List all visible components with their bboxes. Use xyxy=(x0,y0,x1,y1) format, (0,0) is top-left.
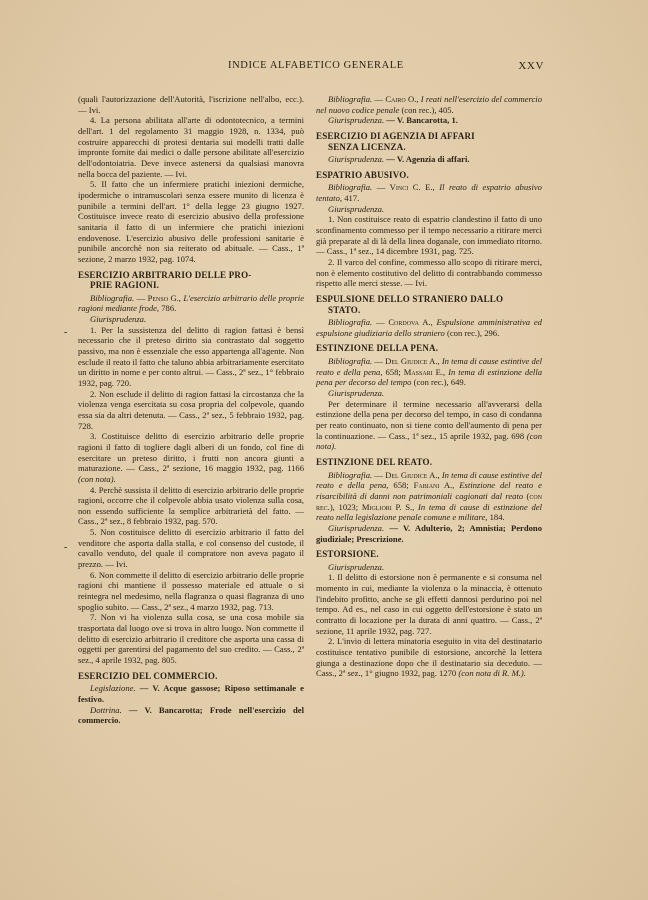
cross-reference: Legislazione. — V. Acque gassose; Riposo settimanale e festivo. xyxy=(78,683,304,704)
section-heading: ESPULSIONE DELLO STRANIERO DALLO STATO. xyxy=(316,293,504,315)
cross-reference: Dottrina. — V. Bancarotta; Frode nell'esercizio del commercio. xyxy=(78,704,304,726)
paragraph: 4. La persona abilitata all'arte di odontotecnico, a termini dell'art. 1 del regolamento 31 maggio 1928, n. 1334, può costruire apparecchi di protesi dentaria sui modelli tratti dalle impronte fornite dai medici o dalle persone abilitate all'esercizio dell'odontoiatria. Deve invece astenersi da qualsiasi manovra nella bocca del paziente. — Ivi. xyxy=(78,115,304,179)
paragraph: 2. L'invio di lettera minatoria eseguito in vita del destinatario costituisce tentativo punibile di estorsione, ancorchè la lettera giunga a destinazione dopo che il destinatario sia deceduto. — Cass., 2ª sez., 1° giugno 1932, pag. 1270 (con nota di R. M.). xyxy=(316,636,542,679)
right-column xyxy=(316,94,542,679)
paragraph: 1. Il delitto di estorsione non è permanente e si consuma nel momento in cui, mediante la violenza o la minaccia, è ottenuto l'indebito profitto, anche se gli effetti dannosi perdurino poi nel tempo. Ad es., nel caso in cui oggetto dell'estorsione è stato un contratto di locazione per la durata di anni quattro. — Cass., 2ª sezione, 11 aprile 1932, pag. 727. xyxy=(316,572,542,636)
paragraph: 1. Non costituisce reato di espatrio clandestino il fatto di uno sconfinamento commesso per il tempo necessario a ritirare merci già preparate al di là della linea doganale, con immediato ritorno. — Cass., 1ª sez., 14 dicembre 1931, pag. 725. xyxy=(316,214,542,257)
paragraph: 4. Perchè sussista il delitto di esercizio arbitrario delle proprie ragioni, occorre che il colpevole abbia usato violenza sulla cosa, non essendo sufficiente la semplice arbitrarietà del fatto. — Cass., 2ª sez., 8 febbraio 1932, pag. 570. xyxy=(78,484,304,527)
author: — Penso G., xyxy=(136,292,181,303)
page-header xyxy=(78,60,544,76)
cross-reference: Giurisprudenza. — V. Agenzia di affari. xyxy=(328,154,470,165)
paragraph: 7. Non vi ha violenza sulla cosa, se una cosa mobile sia trasportata dal luogo ove si trova in altro luogo. Non commette il delitto di esercizio arbitrario il creditore che asporta una cassa di oggetti per garentirsi del pagamento del suo credito. — Cass., 2ª sez., 4 aprile 1932, pag. 805. xyxy=(78,612,304,665)
section-heading: ESERCIZIO DEL COMMERCIO. xyxy=(78,670,218,681)
paragraph: Per determinare il termine necessario all'avverarsi della estinzione della pena per decorso del tempo, in caso di condanna per reato continuato, non si tiene conto dell'aumento di pena per la continuazione. — Cass., 1ª sez., 15 aprile 1932, pag. 698 (con nota). xyxy=(316,398,542,452)
paragraph: 6. Non commette il delitto di esercizio arbitrario delle proprie ragioni chi mantiene il possesso materiale ed attuale o si reintegra nel medesimo, nella flagranza o quasi flagranza di uno spoglio subito. — Cass., 2ª sez., 4 marzo 1932, pag. 713. xyxy=(78,569,304,612)
margin-mark: - xyxy=(64,542,68,553)
bibliography-entry: Bibliografia. — Cordova A., Espulsione amministrativa ed espulsione giudiziaria dello straniero (con rec.), 296. xyxy=(316,317,542,338)
running-title: INDICE ALFABETICO GENERALE xyxy=(228,60,404,71)
paragraph: 2. Il varco del confine, commesso allo scopo di ritirare merci, non è elemento costitutivo del delitto di contrabbando commesso rispetto alle merci stesse. — Ivi. xyxy=(316,257,542,289)
paragraph: (quali l'autorizzazione dell'Autorità, l'iscrizione nell'albo, ecc.). — Ivi. xyxy=(78,94,304,115)
bibliography-entry: Bibliografia. — Vinci C. E., Il reato di espatrio abusivo tentato, 417. xyxy=(316,182,542,204)
cross-reference: Giurisprudenza. — V. Bancarotta, 1. xyxy=(328,115,458,126)
bibliography-entry xyxy=(78,293,304,314)
section-heading: ESTINZIONE DEL REATO. xyxy=(316,456,433,467)
page-ref: 786. xyxy=(161,303,177,314)
jurisprudence-label: Giurisprudenza. xyxy=(328,561,385,572)
paragraph: 5. Non costituisce delitto di esercizio arbitrario il fatto del venditore che asporta dalla stalla, e col consenso del custode, il cavallo venduto, del quale il compratore non aveva pagato il prezzo. — Ivi. xyxy=(78,527,304,570)
jurisprudence-label: Giurisprudenza. xyxy=(328,203,385,214)
jurisprudence-label: Giurisprudenza. xyxy=(90,314,147,324)
label: Bibliografia. xyxy=(90,292,135,303)
left-column xyxy=(78,94,304,726)
paragraph: 5. Il fatto che un infermiere pratichi iniezioni dermiche, ipodermiche o intramuscolari senza essere munito di licenza è punibile a termini dell'art. 1° della legge 23 giugno 1927. Costituisce invece reato di esercizio abusivo della professione sanitaria il fatto di un infermiere che pratichi iniezioni endovenose. L'esercizio abusivo delle professioni sanitarie è punibile ancorchè non sia reiterato od abituale. — Cass., 1ª sezione, 2 marzo 1932, pag. 1074. xyxy=(78,179,304,264)
section-heading: ESTINZIONE DELLA PENA. xyxy=(316,343,439,354)
section-heading: ESPATRIO ABUSIVO. xyxy=(316,169,409,180)
heading-line: ESERCIZIO ARBITRARIO DELLE PRO- xyxy=(78,269,252,280)
section-heading xyxy=(78,270,304,291)
margin-mark: - xyxy=(64,327,68,338)
section-heading: ESERCIZIO DI AGENZIA DI AFFARI SENZA LICENZA. xyxy=(316,130,475,152)
bibliography-entry: Bibliografia. — Cairo O., I reati nell'esercizio del commercio nel nuovo codice penale (con rec.), 405. xyxy=(316,94,542,115)
work-title: L'esercizio arbitrario delle proprie ragioni mediante frode, xyxy=(78,292,305,314)
paragraph: 1. Per la sussistenza del delitto di ragion fattasi è bensì necessario che il preteso diritto sia contrastato dal soggetto passivo, ma non è essenziale che esso appartenga all'agente. Non esclude il reato il fatto che taluno abbia arbitrariamente esercitato un diritto in nome e per conto altrui. — Cass., 2ª sez., 1° febbraio 1932, pag. 720. xyxy=(78,324,304,388)
page-number: XXV xyxy=(518,60,544,72)
bibliography-entry: Bibliografia. — Del Giudice A., In tema di cause estintive del reato e della pena, 658; Massari E., In tema di estinzione della pena per decorso del tempo (con rec.), 649. xyxy=(316,356,543,388)
bibliography-entry: Bibliografia. — Del Giudice A., In tema di cause estintive del reato e della pena, 658; Fabiani A., Estinzione del reato e risarcibilità di danni non patrimoniali cagionati dal reato (con rec.), 1023; Migliori P. S., In tema di cause di estinzione del reato nella legislazione penale comune e militare, 184. xyxy=(316,469,542,523)
cross-reference: Giurisprudenza. — V. Adulterio, 2; Amnistia; Perdono giudiziale; Prescrizione. xyxy=(316,522,542,544)
heading-line: PRIE RAGIONI. xyxy=(90,280,160,291)
jurisprudence-label: Giurisprudenza. xyxy=(328,388,385,399)
section-heading: ESTORSIONE. xyxy=(316,549,379,560)
paragraph: 3. Costituisce delitto di esercizio arbitrario delle proprie ragioni il fatto di togliere dagli alberi di un fondo, col fine di esercitare un preteso diritto, i frutti non ancora giunti a maturazione. — Cass., 2ª sezione, 16 maggio 1932, pag. 1166 (con nota). xyxy=(78,431,304,484)
paragraph: 2. Non esclude il delitto di ragion fattasi la circostanza che la violenza venga esercitata su cosa propria del colpevole, quando essa sia da altri detenuta. — Cass., 2ª sez., 5 febbraio 1932, pag. 728. xyxy=(78,388,304,431)
